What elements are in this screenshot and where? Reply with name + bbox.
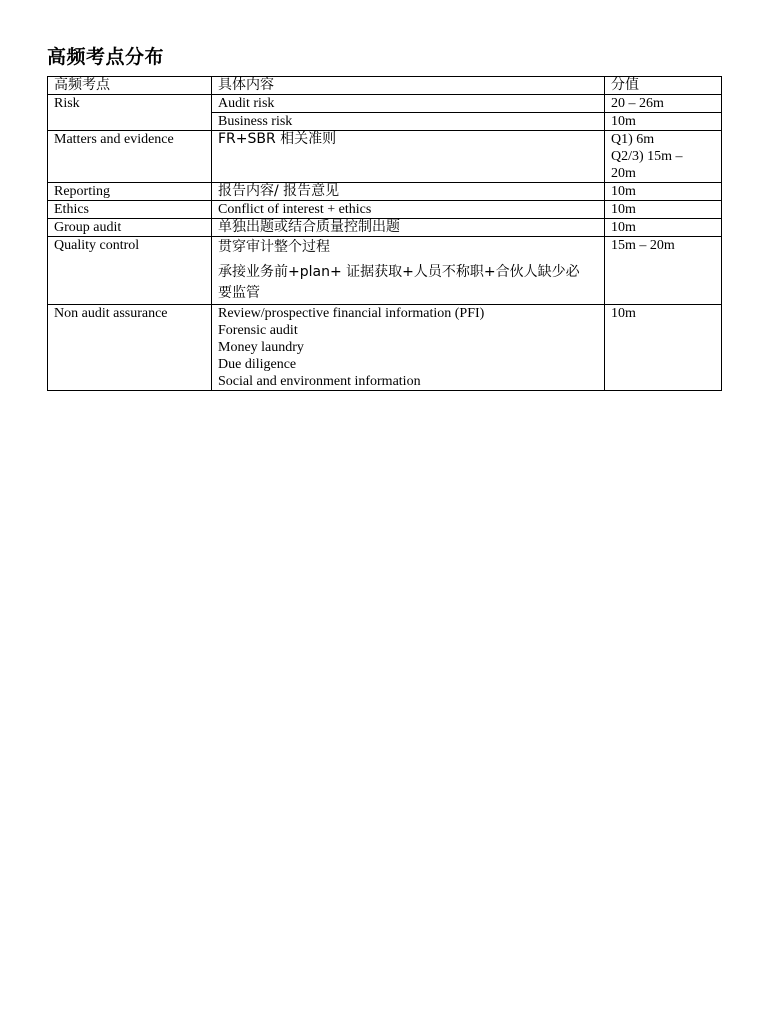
content-cell: Audit risk [212, 95, 605, 113]
table-row [48, 95, 722, 113]
marks-cell: 10m [605, 183, 722, 201]
topic-cell: Matters and evidence [48, 131, 212, 183]
content-line: 要监管 [218, 285, 260, 301]
table-row [48, 183, 722, 201]
marks-cell: 10m [605, 201, 722, 219]
table-row [48, 219, 722, 237]
topic-cell: Quality control [48, 237, 212, 305]
content-line: Forensic audit [218, 323, 298, 338]
marks-cell: 10m [605, 219, 722, 237]
topic-cell: Risk [48, 95, 212, 131]
marks-line: Q1) 6m [611, 132, 655, 147]
content-cell [212, 237, 605, 305]
content-cell: FR+SBR 相关准则 [212, 131, 605, 183]
header-content: 具体内容 [212, 77, 605, 95]
content-line: Review/prospective financial information (PFI) [218, 306, 485, 321]
table-row [48, 201, 722, 219]
marks-cell: 10m [605, 305, 722, 391]
table-row [48, 131, 722, 183]
content-line: 贯穿审计整个过程 [218, 239, 330, 255]
content-cell: 报告内容/ 报告意见 [212, 183, 605, 201]
content-cell: Business risk [212, 113, 605, 131]
marks-line: 20m [611, 166, 636, 181]
table-header-row [48, 77, 722, 95]
content-cell [212, 305, 605, 391]
marks-line: Q2/3) 15m – [611, 149, 683, 164]
content-line: Money laundry [218, 340, 304, 355]
marks-cell: 15m – 20m [605, 237, 722, 305]
content-cell: Conflict of interest + ethics [212, 201, 605, 219]
exam-topics-table [47, 76, 722, 391]
header-topic: 高频考点 [48, 77, 212, 95]
page-title: 高频考点分布 [47, 46, 165, 68]
content-cell: 单独出题或结合质量控制出题 [212, 219, 605, 237]
table-row [48, 237, 722, 305]
content-line: 承接业务前+plan+ 证据获取+人员不称职+合伙人缺少必 [218, 264, 580, 280]
marks-cell: 10m [605, 113, 722, 131]
topic-cell: Non audit assurance [48, 305, 212, 391]
marks-cell [605, 131, 722, 183]
topic-cell: Reporting [48, 183, 212, 201]
topic-cell: Ethics [48, 201, 212, 219]
topic-cell: Group audit [48, 219, 212, 237]
content-line: Due diligence [218, 357, 297, 372]
marks-cell: 20 – 26m [605, 95, 722, 113]
table-row [48, 305, 722, 391]
header-marks: 分值 [605, 77, 722, 95]
content-line: Social and environment information [218, 374, 421, 389]
